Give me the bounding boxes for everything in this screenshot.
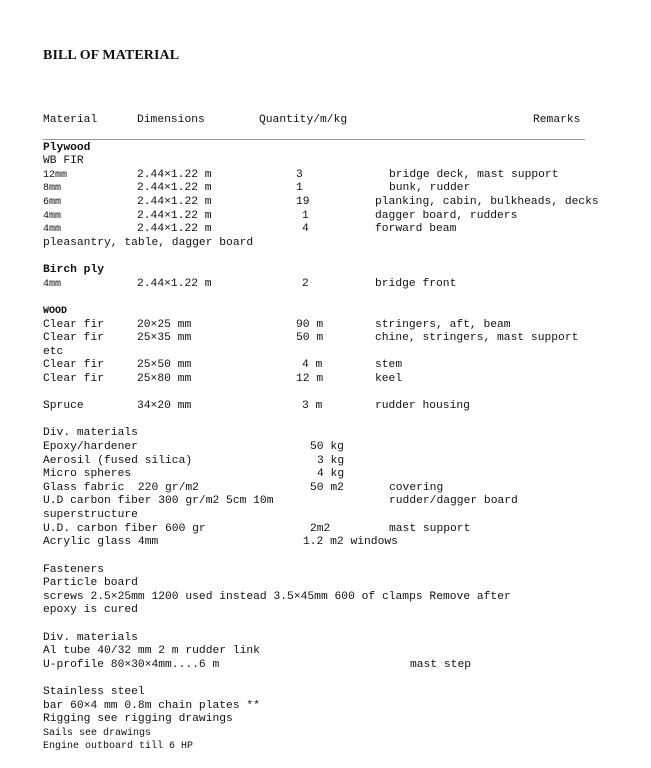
table-cell-material: etc xyxy=(43,346,64,358)
plywood-subheading: WB FIR xyxy=(43,155,84,167)
table-cell-material: 6mm xyxy=(43,197,62,208)
table-cell-remarks: chine, stringers, mast support xyxy=(375,332,579,344)
list-item-quantity: 2m2 xyxy=(310,523,331,535)
table-cell-remarks: planking, cabin, bulkheads, decks xyxy=(375,196,599,208)
table-cell-dimensions: 25×35 mm xyxy=(137,332,192,344)
table-cell-dimensions: 2.44×1.22 m xyxy=(137,196,212,208)
list-item-quantity: 4 kg xyxy=(317,468,345,480)
table-cell-dimensions: 2.44×1.22 m xyxy=(137,182,212,194)
col-header-dimensions: Dimensions xyxy=(137,114,205,126)
table-cell-material: 12mm xyxy=(43,170,68,181)
table-cell-dimensions: 2.44×1.22 m xyxy=(137,278,212,290)
list-item: Al tube 40/32 mm 2 m rudder link xyxy=(43,645,260,657)
list-item-material: U.D. carbon fiber 600 gr xyxy=(43,523,206,535)
table-cell-remarks: stringers, aft, beam xyxy=(375,319,511,331)
list-item-material: Epoxy/hardener xyxy=(43,441,138,453)
table-cell-remarks: bridge deck, mast support xyxy=(389,169,559,181)
list-item-remarks: mast step xyxy=(410,659,472,671)
list-item-quantity: 50 m2 xyxy=(310,482,344,494)
table-cell-material: 4mm xyxy=(43,279,62,290)
table-cell-dimensions: 34×20 mm xyxy=(137,400,192,412)
list-item-material: superstructure xyxy=(43,509,138,521)
list-item-remarks: mast support xyxy=(389,523,471,535)
table-cell-quantity: 4 xyxy=(302,223,309,235)
table-cell-dimensions: 25×80 mm xyxy=(137,373,192,385)
table-cell-quantity: 4 m xyxy=(302,359,323,371)
list-item: U-profile 80×30×4mm....6 m xyxy=(43,659,220,671)
section-heading-plywood: Plywood xyxy=(43,142,91,154)
list-item-quantity: 50 kg xyxy=(310,441,344,453)
page-title: BILL OF MATERIAL xyxy=(43,48,180,63)
table-cell-dimensions: 2.44×1.22 m xyxy=(137,223,212,235)
table-cell-remarks: dagger board, rudders xyxy=(375,210,518,222)
list-item-material: Micro spheres xyxy=(43,468,132,480)
table-cell-dimensions: 2.44×1.22 m xyxy=(137,210,212,222)
table-cell-remarks: keel xyxy=(375,373,403,385)
list-item-material: Glass fabric 220 gr/m2 xyxy=(43,482,199,494)
list-item-material: Acrylic glass 4mm xyxy=(43,536,159,548)
table-cell-dimensions: 25×50 mm xyxy=(137,359,192,371)
list-item: Rigging see rigging drawings xyxy=(43,713,233,725)
list-item: epoxy is cured xyxy=(43,604,138,616)
table-cell-quantity: 19 xyxy=(296,196,310,208)
col-header-remarks: Remarks xyxy=(533,114,581,126)
wrapped-remarks: pleasantry, table, dagger board xyxy=(43,237,254,249)
list-item: Particle board xyxy=(43,577,138,589)
list-item-material: U.D carbon fiber 300 gr/m2 5cm 10m xyxy=(43,495,274,507)
list-item-quantity: 3 kg xyxy=(317,455,345,467)
section-heading-fasteners: Fasteners xyxy=(43,564,105,576)
table-cell-quantity: 3 m xyxy=(302,400,323,412)
table-cell-material: Spruce xyxy=(43,400,84,412)
table-cell-quantity: 1 xyxy=(302,210,309,222)
table-cell-dimensions: 2.44×1.22 m xyxy=(137,169,212,181)
section-heading-div-materials: Div. materials xyxy=(43,427,138,439)
table-cell-quantity: 1 xyxy=(296,182,303,194)
table-cell-remarks: forward beam xyxy=(375,223,457,235)
table-cell-material: 4mm xyxy=(43,224,62,235)
col-header-quantity: Quantity/m/kg xyxy=(259,114,348,126)
list-item-remarks: rudder/dagger board xyxy=(389,495,518,507)
list-item-material: Aerosil (fused silica) xyxy=(43,455,193,467)
table-cell-quantity: 90 m xyxy=(296,319,324,331)
list-item: Engine outboard till 6 HP xyxy=(43,741,194,752)
header-divider xyxy=(43,139,585,140)
section-heading-wood: WOOD xyxy=(43,306,68,317)
table-cell-material: 4mm xyxy=(43,211,62,222)
table-cell-quantity: 12 m xyxy=(296,373,324,385)
list-item: screws 2.5×25mm 1200 used instead 3.5×45mm 600 of clamps Remove after xyxy=(43,591,511,603)
table-cell-material: Clear fir xyxy=(43,373,105,385)
col-header-material: Material xyxy=(43,114,98,126)
section-heading-stainless-steel: Stainless steel xyxy=(43,686,145,698)
list-item-remarks: covering xyxy=(389,482,444,494)
table-cell-material: Clear fir xyxy=(43,332,105,344)
list-item-quantity: 1.2 m2 windows xyxy=(303,536,398,548)
table-cell-remarks: bunk, rudder xyxy=(389,182,471,194)
table-cell-remarks: stem xyxy=(375,359,403,371)
table-cell-material: Clear fir xyxy=(43,319,105,331)
table-cell-quantity: 50 m xyxy=(296,332,324,344)
table-cell-quantity: 3 xyxy=(296,169,303,181)
table-cell-material: Clear fir xyxy=(43,359,105,371)
table-cell-quantity: 2 xyxy=(302,278,309,290)
list-item: Sails see drawings xyxy=(43,728,152,739)
table-cell-remarks: rudder housing xyxy=(375,400,470,412)
section-heading-div-materials: Div. materials xyxy=(43,632,138,644)
list-item: bar 60×4 mm 0.8m chain plates ** xyxy=(43,700,260,712)
table-cell-remarks: bridge front xyxy=(375,278,457,290)
table-cell-dimensions: 20×25 mm xyxy=(137,319,192,331)
section-heading-birch-ply: Birch ply xyxy=(43,264,105,276)
table-cell-material: 8mm xyxy=(43,183,62,194)
